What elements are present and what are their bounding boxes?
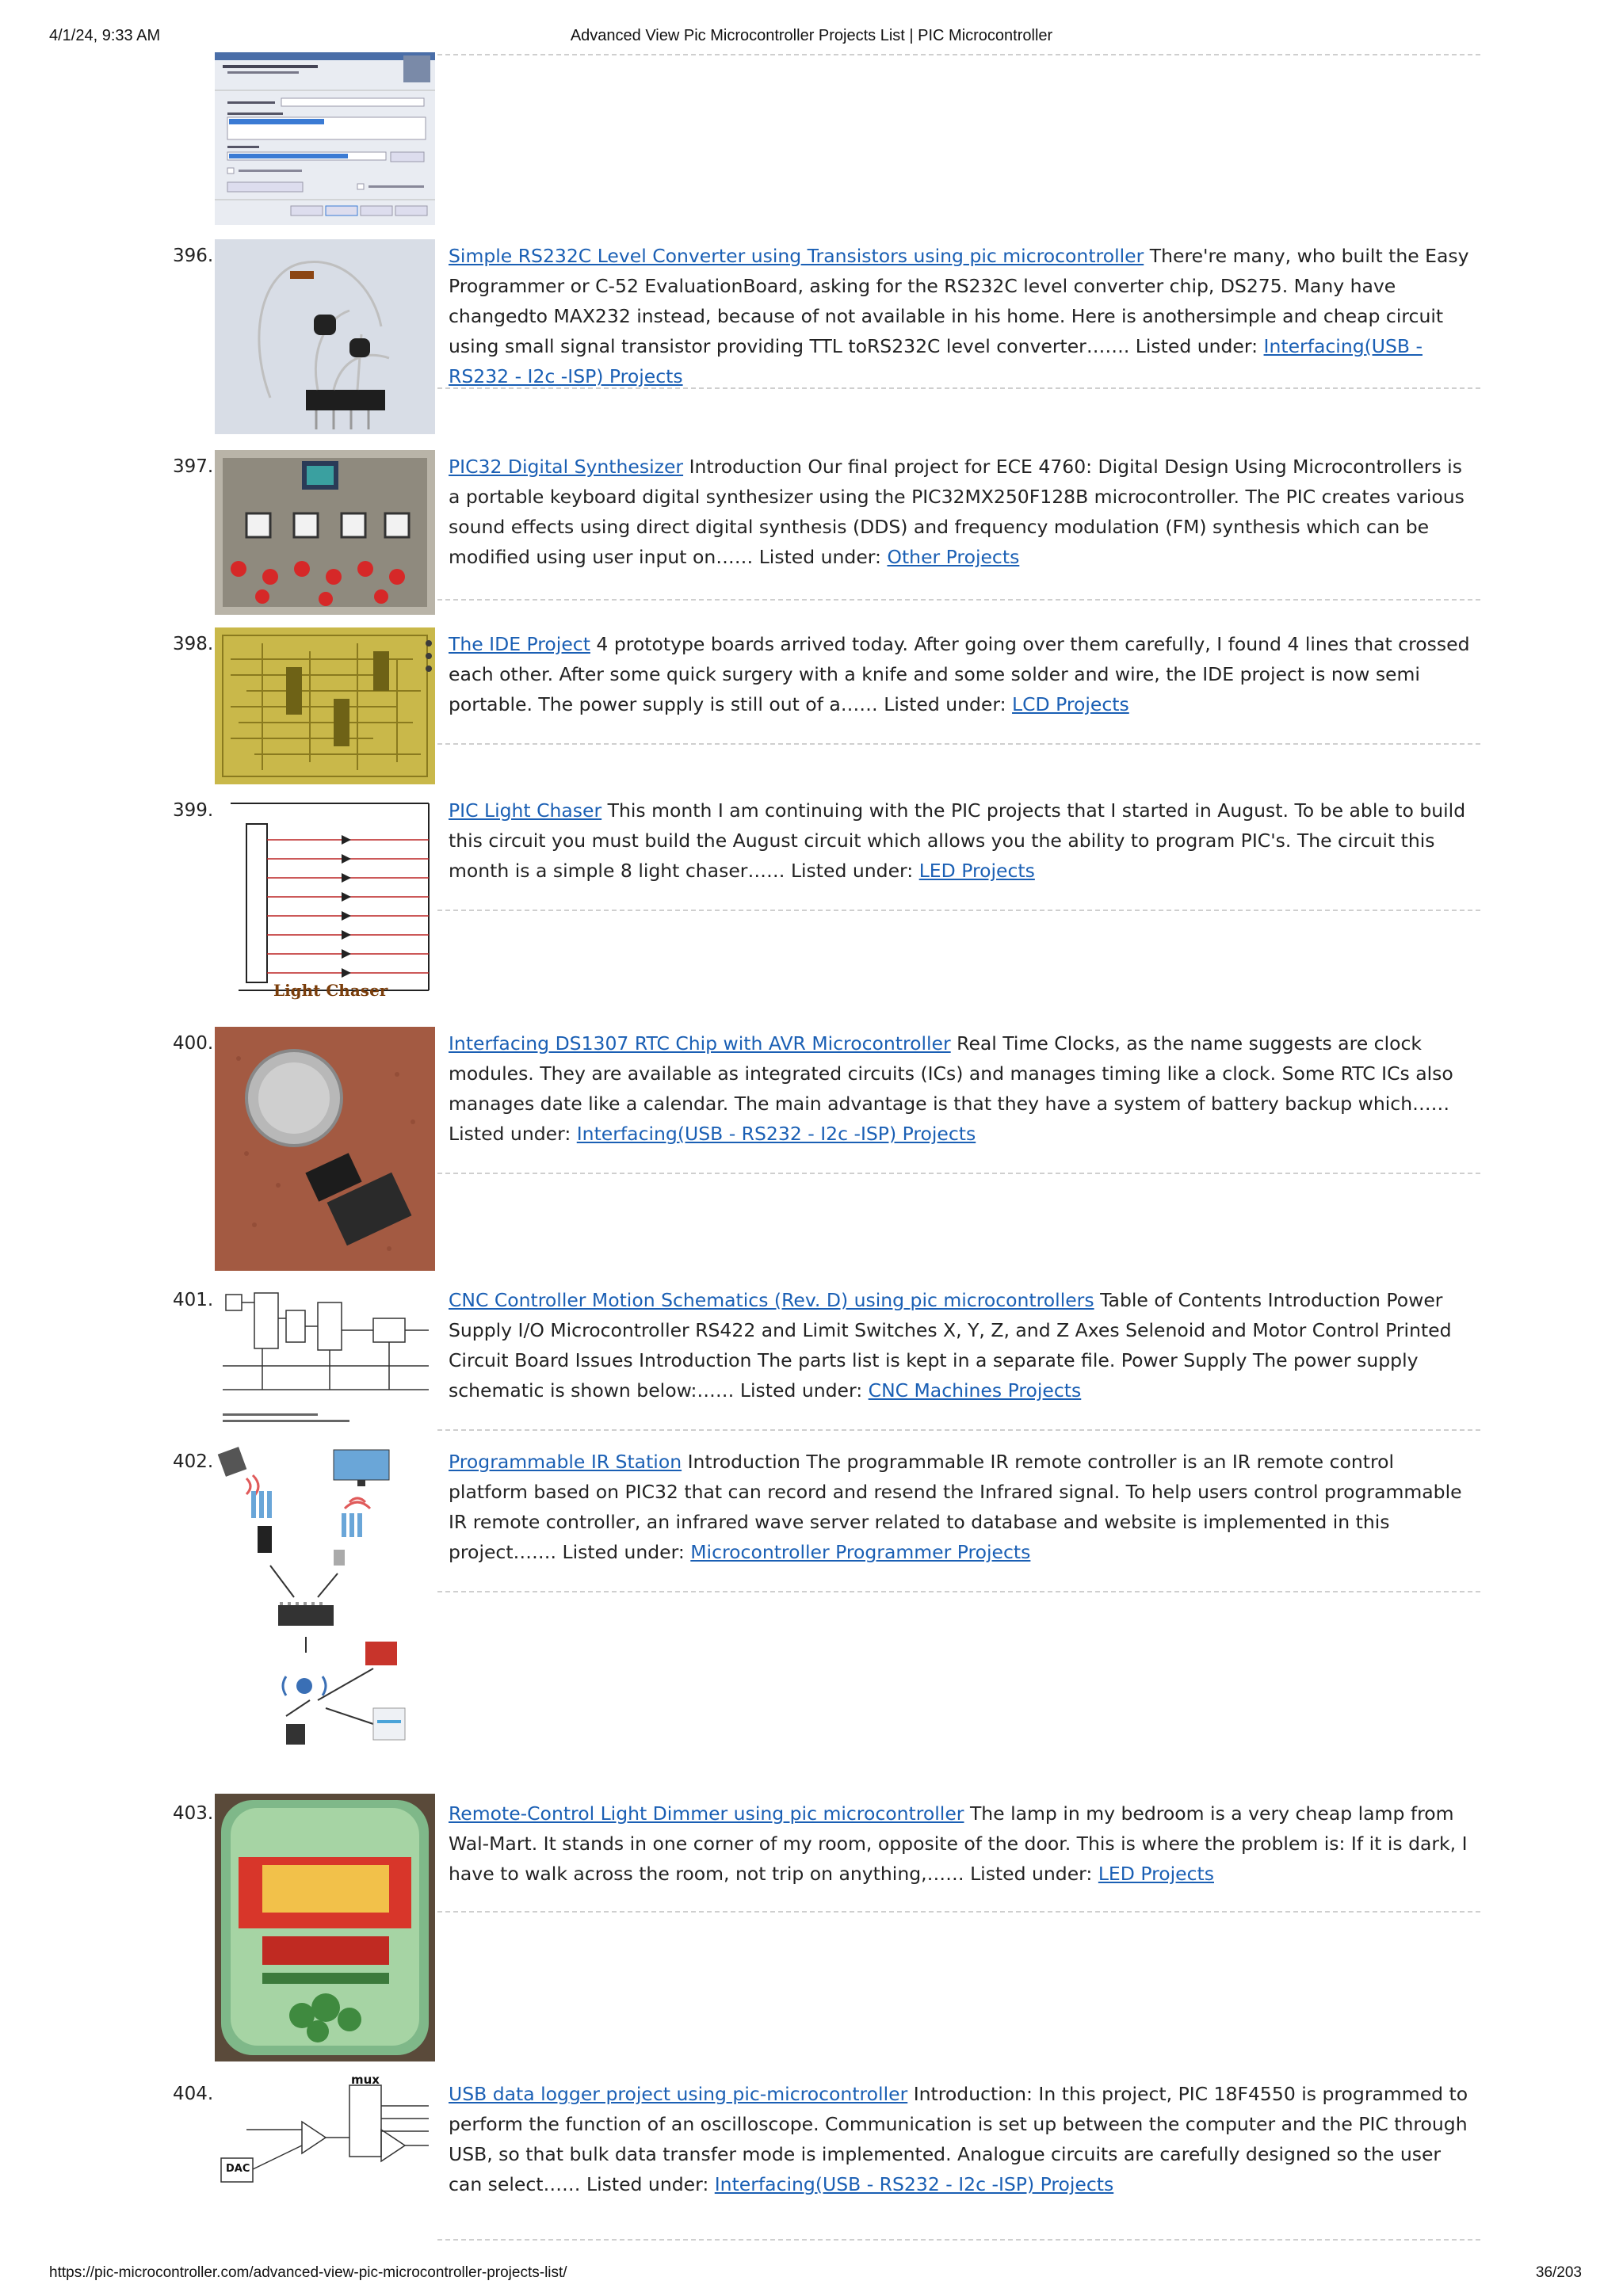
project-thumbnail[interactable] — [215, 1447, 435, 1767]
project-thumbnail[interactable] — [215, 239, 435, 434]
entry-text — [449, 2079, 1479, 2199]
project-title-link[interactable]: PIC32 Digital Synthesizer — [449, 456, 684, 478]
category-link[interactable]: LCD Projects — [1012, 693, 1129, 715]
entry-text — [449, 1447, 1479, 1567]
listed-under-label: Listed under: — [449, 1123, 571, 1145]
project-thumbnail[interactable] — [215, 627, 435, 784]
project-title-link[interactable]: PIC Light Chaser — [449, 799, 602, 822]
listed-under-label: Listed under: — [739, 1379, 863, 1402]
entry-separator — [437, 1173, 1480, 1174]
category-link[interactable]: Interfacing(USB - RS232 - I2c -ISP) Projects — [449, 335, 1423, 387]
project-description: The lamp in my bedroom is a very cheap lamp from Wal-Mart. It stands in one corner of my room, opposite of the door. This is where the problem is: If it is dark, I have to walk across the room, not trip on anything,…… — [449, 1802, 1468, 1885]
mux-label: mux — [351, 2074, 380, 2087]
entry-separator — [437, 2239, 1480, 2241]
project-description: Real Time Clocks, as the name suggests are clock modules. They are available as integrated circuits (ICs) and manages timing like a clock. Some RTC ICs also manages date like a calendar. The main advantage is that they have a system of battery backup which…… — [449, 1032, 1453, 1115]
entry-text — [449, 1285, 1479, 1405]
entry-text — [449, 795, 1479, 886]
dac-label: DAC — [226, 2163, 250, 2175]
entry-separator — [437, 54, 1480, 55]
entry-separator — [437, 599, 1480, 601]
print-datetime: 4/1/24, 9:33 AM — [49, 27, 161, 44]
listed-under-label: Listed under: — [790, 860, 914, 882]
entry-number: 398. — [173, 634, 214, 654]
entry-number: 404. — [173, 2084, 214, 2104]
entry-number: 397. — [173, 456, 214, 477]
project-title-link[interactable]: The IDE Project — [449, 633, 590, 655]
page-number: 36/203 — [1535, 2264, 1582, 2281]
project-title-link[interactable]: Interfacing DS1307 RTC Chip with AVR Microcontroller — [449, 1032, 951, 1055]
entry-separator — [437, 387, 1480, 389]
entry-number: 402. — [173, 1451, 214, 1472]
listed-under-label: Listed under: — [1135, 335, 1258, 357]
entry-text — [449, 241, 1479, 391]
project-description: Introduction Our final project for ECE 4760: Digital Design Using Microcontrollers is a portable keyboard digital synthesizer using the PIC32MX250F128B microcontroller. The PIC creates various sound effects using direct digital synthesis (DDS) and frequency modulation (FM) synthesis which can be modified using user input on…… — [449, 456, 1465, 568]
category-link[interactable]: Other Projects — [887, 546, 1020, 568]
listed-under-label: Listed under: — [884, 693, 1006, 715]
project-title-link[interactable]: CNC Controller Motion Schematics (Rev. D) using pic microcontrollers — [449, 1289, 1094, 1311]
project-title-link[interactable]: Simple RS232C Level Converter using Transistors using pic microcontroller — [449, 245, 1144, 267]
project-title-link[interactable]: Programmable IR Station — [449, 1451, 682, 1473]
category-link[interactable]: LED Projects — [1098, 1863, 1214, 1885]
project-thumbnail[interactable] — [215, 450, 435, 615]
entry-number: 399. — [173, 800, 214, 821]
project-thumbnail[interactable] — [215, 792, 435, 1008]
entry-text — [449, 452, 1479, 572]
print-header — [0, 17, 1623, 49]
listed-under-label: Listed under: — [758, 546, 881, 568]
wizard-screenshot-thumbnail — [215, 52, 435, 225]
project-thumbnail[interactable] — [215, 2074, 435, 2191]
entry-number: 401. — [173, 1290, 214, 1310]
entry-text — [449, 1798, 1479, 1889]
category-link[interactable]: CNC Machines Projects — [868, 1379, 1082, 1402]
light-chaser-caption: Light Chaser — [273, 981, 388, 1000]
project-thumbnail[interactable] — [215, 1027, 435, 1271]
page-url: https://pic-microcontroller.com/advanced-view-pic-microcontroller-projects-list/ — [49, 2264, 567, 2281]
entry-number: 396. — [173, 246, 214, 266]
project-title-link[interactable]: Remote-Control Light Dimmer using pic microcontroller — [449, 1802, 964, 1825]
project-description: 4 prototype boards arrived today. After going over them carefully, I found 4 lines that crossed each other. After some quick surgery with a knife and some solder and wire, the IDE project is now semi portable. The power supply is still out of a…… — [449, 633, 1470, 715]
entry-number: 400. — [173, 1033, 214, 1054]
project-description: There're many, who built the Easy Programmer or C-52 EvaluationBoard, asking for the RS232C level converter chip, DS275. Many have changedto MAX232 instead, because of not available in his home. Here is anothersimple and cheap circuit using small signal transistor providing TTL toRS232C level converter……. — [449, 245, 1469, 357]
entry-separator — [437, 1591, 1480, 1592]
category-link[interactable]: Interfacing(USB - RS232 - I2c -ISP) Projects — [576, 1123, 976, 1145]
project-title-link[interactable]: USB data logger project using pic-microcontroller — [449, 2083, 908, 2105]
entry-text — [449, 629, 1479, 719]
project-description: Table of Contents Introduction Power Supply I/O Microcontroller RS422 and Limit Switches X, Y, Z, and Z Axes Selenoid and Motor Control Printed Circuit Board Issues Introduction The parts list is kept in a separate file. Power Supply The power supply schematic is shown below:…… — [449, 1289, 1452, 1402]
project-thumbnail[interactable] — [215, 1794, 435, 2061]
project-description: Introduction: In this project, PIC 18F4550 is programmed to perform the function of an oscilloscope. Communication is set up between the computer and the PIC through USB, so that bulk data transfer mode is implemented. Analogue circuits are carefully designed so the user can select…… — [449, 2083, 1468, 2195]
entry-number: 403. — [173, 1803, 214, 1824]
listed-under-label: Listed under: — [562, 1541, 685, 1563]
entry-separator — [437, 743, 1480, 745]
project-description: This month I am continuing with the PIC projects that I started in August. To be able to build this circuit you must build the August circuit which allows you the ability to program PIC's. The circuit this month is a simple 8 light chaser…… — [449, 799, 1466, 882]
entry-text — [449, 1028, 1479, 1149]
project-thumbnail[interactable] — [215, 1287, 435, 1429]
category-link[interactable]: Interfacing(USB - RS232 - I2c -ISP) Projects — [714, 2173, 1114, 2195]
entry-separator — [437, 1911, 1480, 1913]
project-description: Introduction The programmable IR remote controller is an IR remote control platform based on PIC32 that can record and resend the Infrared signal. To help users control programmable IR remote controller, an infrared wave server related to database and website is implemented in this project……. — [449, 1451, 1462, 1563]
listed-under-label: Listed under: — [586, 2173, 709, 2195]
entry-separator — [437, 910, 1480, 911]
listed-under-label: Listed under: — [970, 1863, 1093, 1885]
page-title: Advanced View Pic Microcontroller Projects List | PIC Microcontroller — [570, 27, 1053, 44]
category-link[interactable]: LED Projects — [918, 860, 1035, 882]
entry-separator — [437, 1429, 1480, 1431]
category-link[interactable]: Microcontroller Programmer Projects — [690, 1541, 1031, 1563]
